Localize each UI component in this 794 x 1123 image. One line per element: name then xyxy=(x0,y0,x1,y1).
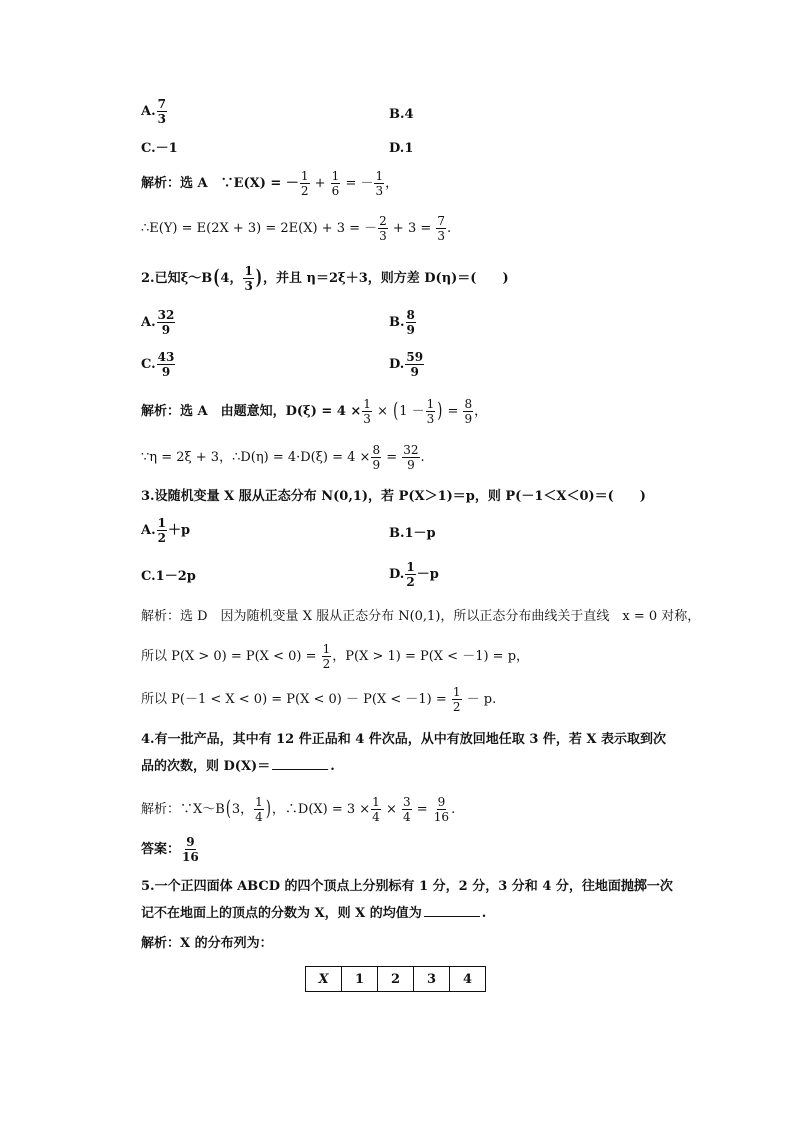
q1-solution-line1 xyxy=(141,170,398,197)
text: 3， xyxy=(231,802,254,817)
paren: ) xyxy=(265,797,271,822)
text: 4， xyxy=(220,271,243,286)
fraction xyxy=(157,309,176,336)
table-cell: 3 xyxy=(414,967,450,992)
table-cell: X xyxy=(306,967,342,992)
option-label: A. xyxy=(141,104,156,119)
denominator: 6 xyxy=(331,184,340,198)
numerator: 32 xyxy=(403,443,419,457)
fraction xyxy=(371,444,381,471)
paren: ) xyxy=(437,399,443,424)
option-label: B. xyxy=(389,315,405,330)
numerator: 1 xyxy=(426,397,435,411)
option-label: C. xyxy=(141,357,156,372)
q2-option-d xyxy=(389,351,425,378)
denominator: 9 xyxy=(161,323,171,337)
q1-option-d: D.1 xyxy=(389,141,414,156)
q4-solution xyxy=(141,796,455,823)
answer-blank xyxy=(272,769,328,770)
q3-stem: 3.设随机变量 X 服从正态分布 N(0,1)，若 P(X＞1)＝p，则 P(－1＜X＜0)＝( ) xyxy=(141,489,646,504)
denominator: 2 xyxy=(452,700,461,714)
fraction xyxy=(433,796,450,823)
numerator: 1 xyxy=(244,264,253,278)
text: . xyxy=(420,450,425,465)
table-row xyxy=(306,967,486,992)
text: 所以 P(X > 0) = P(X < 0) = xyxy=(141,649,321,664)
q3-option-c: C.1－2p xyxy=(141,569,196,584)
numerator: 1 xyxy=(322,642,331,656)
q1-solution-line2 xyxy=(141,215,451,242)
q2-option-c xyxy=(141,351,176,378)
q3-solution-line3 xyxy=(141,686,496,713)
fraction xyxy=(402,444,419,471)
numerator: 1 xyxy=(331,169,340,183)
text: 1 － xyxy=(399,404,425,419)
text: + 3 = xyxy=(388,221,436,236)
numerator: 8 xyxy=(464,397,473,411)
q5-stem-line1: 5.一个正四面体 ABCD 的四个顶点上分别标有 1 分，2 分，3 分和 4 分，往地面抛掷一次 xyxy=(141,879,673,894)
text: . xyxy=(451,802,456,817)
denominator: 3 xyxy=(379,229,387,243)
q3-option-d xyxy=(389,561,439,588)
option-label: D. xyxy=(389,357,405,372)
text: ∵η = 2ξ + 3，∴D(η) = 4·D(ξ) = 4 × xyxy=(141,450,371,465)
fraction xyxy=(300,170,310,197)
paren: ) xyxy=(255,266,262,291)
text: ，∴D(X) = 3 × xyxy=(271,802,371,817)
denominator: 9 xyxy=(407,458,415,472)
text: = xyxy=(382,450,402,465)
numerator: 1 xyxy=(157,516,166,530)
numerator: 9 xyxy=(437,795,446,809)
fraction xyxy=(374,170,384,197)
numerator: 1 xyxy=(406,560,415,574)
q2-option-a xyxy=(141,309,176,336)
fraction xyxy=(157,98,167,125)
text: . xyxy=(481,906,487,921)
text: －p xyxy=(416,567,439,582)
option-label: D. xyxy=(389,567,405,582)
q1-option-b: B.4 xyxy=(389,107,414,122)
denominator: 16 xyxy=(182,850,199,864)
fraction xyxy=(157,517,167,544)
fraction xyxy=(331,170,341,197)
text: 解析：选 A 由题意知，D(ξ) = 4 × xyxy=(141,404,362,419)
option-label: A. xyxy=(141,523,156,538)
denominator: 3 xyxy=(157,112,166,126)
denominator: 16 xyxy=(433,810,450,824)
numerator: 2 xyxy=(379,214,387,228)
denominator: 3 xyxy=(363,412,371,426)
denominator: 9 xyxy=(410,365,419,379)
numerator: 1 xyxy=(363,397,371,411)
text: 解析：∵X～B xyxy=(141,802,225,817)
denominator: 3 xyxy=(375,184,384,198)
text: ， xyxy=(474,404,488,419)
denominator: 3 xyxy=(244,279,253,293)
denominator: 3 xyxy=(426,412,435,426)
q3-option-a xyxy=(141,517,190,544)
fraction xyxy=(463,398,473,425)
q1-option-a xyxy=(141,98,168,125)
fraction xyxy=(402,796,412,823)
numerator: 1 xyxy=(255,795,263,809)
denominator: 2 xyxy=(322,657,331,671)
fraction xyxy=(378,215,388,242)
text: + xyxy=(310,176,330,191)
paren: ( xyxy=(393,399,399,424)
distribution-table xyxy=(305,966,486,992)
fraction xyxy=(243,265,253,292)
numerator: 59 xyxy=(406,350,424,364)
q2-solution-line2 xyxy=(141,444,425,471)
numerator: 1 xyxy=(372,795,380,809)
denominator: 9 xyxy=(372,458,381,472)
numerator: 32 xyxy=(157,308,175,322)
answer-label: 答案： xyxy=(141,842,181,857)
denominator: 4 xyxy=(402,810,411,824)
q2-stem xyxy=(141,265,509,292)
q4-stem-line1: 4.有一批产品，其中有 12 件正品和 4 件次品，从中有放回地任取 3 件，若 X 表示取到次 xyxy=(141,732,667,747)
denominator: 4 xyxy=(372,810,380,824)
q3-option-b: B.1－p xyxy=(389,526,436,541)
text: × xyxy=(372,404,393,419)
numerator: 7 xyxy=(437,214,446,228)
numerator: 3 xyxy=(402,795,411,809)
q2-option-b xyxy=(389,309,417,336)
fraction xyxy=(452,686,462,713)
table-cell: 2 xyxy=(378,967,414,992)
text: ∴E(Y) = E(2X + 3) = 2E(X) + 3 = － xyxy=(141,221,378,236)
text: = xyxy=(443,404,463,419)
fraction xyxy=(157,351,176,378)
denominator: 9 xyxy=(161,365,171,379)
denominator: 2 xyxy=(406,575,415,589)
denominator: 4 xyxy=(255,810,263,824)
table-cell: 1 xyxy=(342,967,378,992)
q2-solution-line1 xyxy=(141,398,487,425)
answer-blank xyxy=(424,916,480,917)
q1-option-c: C.－1 xyxy=(141,141,178,156)
denominator: 9 xyxy=(464,412,473,426)
denominator: 9 xyxy=(406,323,415,337)
text: . xyxy=(447,221,452,236)
numerator: 43 xyxy=(157,350,175,364)
fraction xyxy=(405,561,415,588)
text: － p. xyxy=(462,692,497,707)
numerator: 1 xyxy=(452,685,461,699)
denominator: 2 xyxy=(157,531,166,545)
table-cell: 4 xyxy=(450,967,486,992)
paren: ( xyxy=(213,266,220,291)
text: 所以 P(－1 < X < 0) = P(X < 0) － P(X < －1) = xyxy=(141,692,451,707)
denominator: 2 xyxy=(300,184,309,198)
text: 品的次数，则 D(X)＝ xyxy=(141,759,271,774)
text: 2.已知ξ～B xyxy=(141,271,213,286)
numerator: 9 xyxy=(186,835,195,849)
fraction xyxy=(254,796,264,823)
fraction xyxy=(426,398,436,425)
q3-solution-line2 xyxy=(141,643,529,670)
numerator: 8 xyxy=(406,308,415,322)
text: ， xyxy=(385,176,399,191)
fraction xyxy=(436,215,446,242)
numerator: 8 xyxy=(372,443,381,457)
numerator: 1 xyxy=(375,169,384,183)
fraction xyxy=(371,796,381,823)
q3-solution-line1: 解析：选 D 因为随机变量 X 服从正态分布 N(0,1)，所以正态分布曲线关于直线 x = 0 对称， xyxy=(141,609,701,624)
numerator: 1 xyxy=(300,169,309,183)
fraction xyxy=(181,836,200,863)
q5-solution-intro: 解析：X 的分布列为： xyxy=(141,936,273,951)
q4-stem-line2 xyxy=(141,760,335,773)
denominator: 3 xyxy=(437,229,446,243)
numerator: 7 xyxy=(157,97,166,111)
fraction xyxy=(362,398,372,425)
q5-stem-line2 xyxy=(141,907,486,920)
text: . xyxy=(330,759,335,774)
text: = xyxy=(412,802,432,817)
text: ，P(X > 1) = P(X < －1) = p， xyxy=(332,649,530,664)
paren: ( xyxy=(225,797,231,822)
text: ＋p xyxy=(167,523,191,538)
text: ，并且 η＝2ξ＋3，则方差 D(η)＝( ) xyxy=(262,271,509,286)
text: × xyxy=(381,802,401,817)
text: 解析：选 A ∵E(X) = － xyxy=(141,176,299,191)
fraction xyxy=(322,643,332,670)
fraction xyxy=(405,351,424,378)
fraction xyxy=(406,309,416,336)
option-label: A. xyxy=(141,315,156,330)
text: 记不在地面上的顶点的分数为 X，则 X 的均值为 xyxy=(141,906,422,921)
q4-answer xyxy=(141,836,201,863)
text: = － xyxy=(341,176,374,191)
